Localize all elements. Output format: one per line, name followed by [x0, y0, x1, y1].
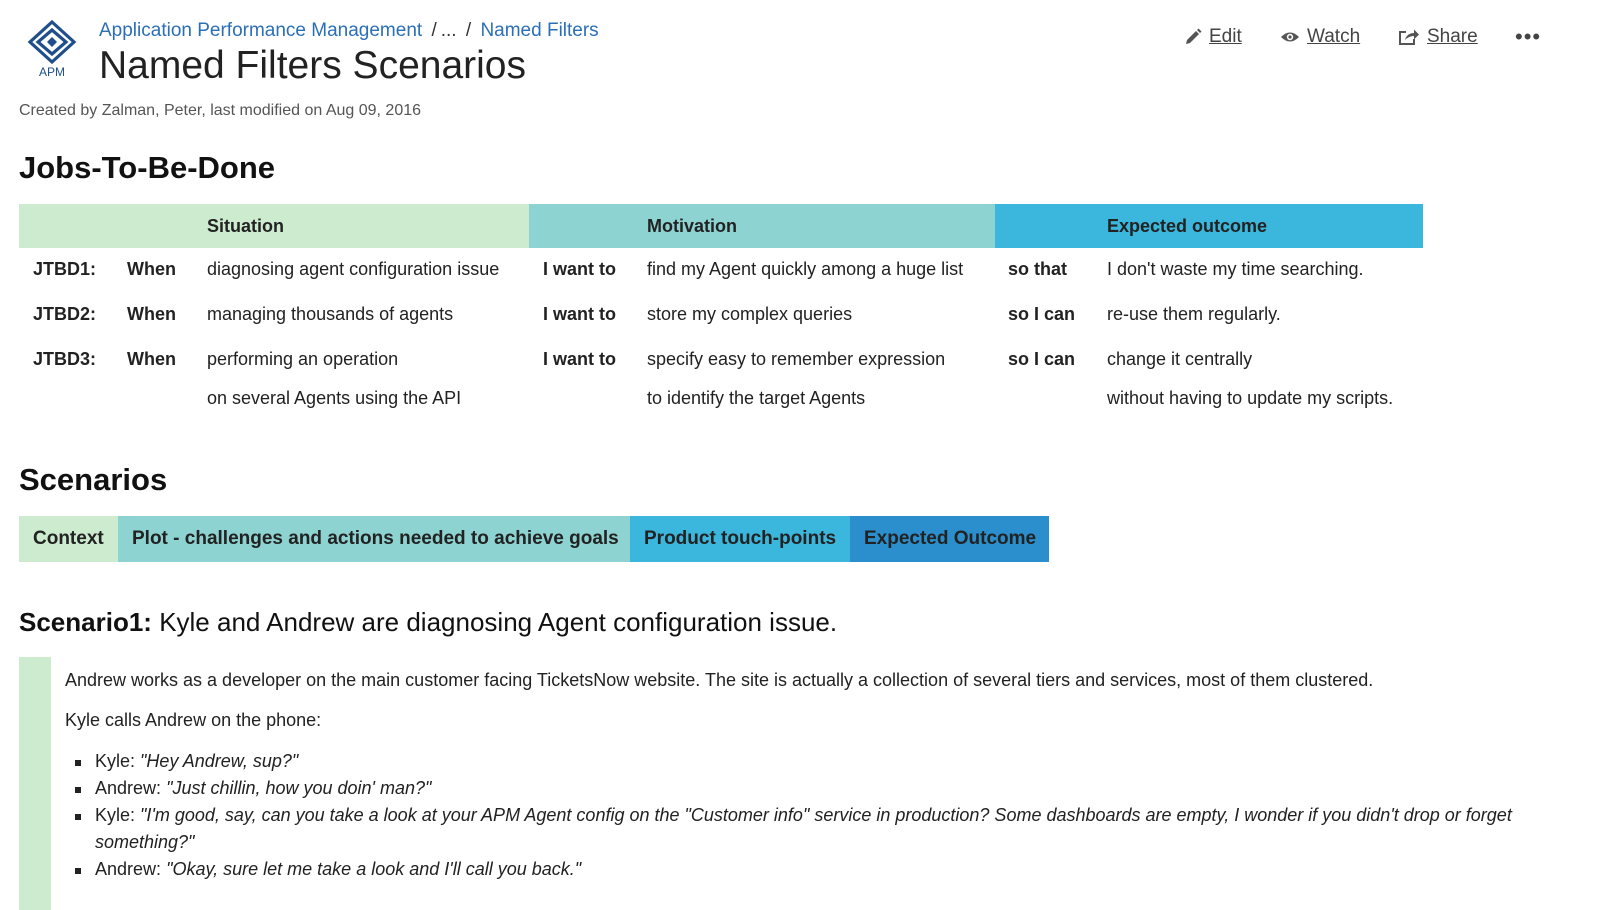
jtbd-when: When — [127, 259, 176, 279]
legend-plot: Plot - challenges and actions needed to achieve goals — [118, 516, 630, 562]
dialog-line: "Just chillin, how you doin' man?" — [166, 778, 432, 798]
jtbd-motivation: specify easy to remember expression — [647, 349, 946, 369]
jtbd-id: JTBD1: — [33, 259, 97, 279]
logo-text: APM — [38, 65, 65, 79]
edit-button[interactable] — [1184, 26, 1242, 48]
jtbd-want: I want to — [543, 349, 616, 369]
list-item — [65, 748, 1525, 775]
scenario1-para2: Kyle calls Andrew on the phone: — [65, 710, 322, 730]
jtbd-situation-cont: on several Agents using the API — [207, 388, 462, 408]
edit-label: Edit — [1209, 26, 1242, 47]
jtbd-motivation: find my Agent quickly among a huge list — [647, 259, 964, 279]
pencil-icon — [1184, 28, 1202, 46]
dialog-speaker: Kyle: — [95, 751, 136, 771]
breadcrumb-root[interactable]: Application Performance Management — [99, 20, 423, 41]
eye-icon — [1280, 30, 1300, 44]
list-item — [65, 856, 1525, 883]
page-title: Named Filters Scenarios — [99, 44, 526, 87]
dialog-speaker: Andrew: — [95, 859, 162, 879]
share-button[interactable] — [1398, 26, 1478, 48]
breadcrumb-separator: / — [465, 20, 472, 41]
scenarios-legend — [19, 516, 1049, 562]
jtbd-table-header — [19, 204, 1423, 248]
share-icon — [1398, 28, 1420, 46]
breadcrumb-separator: / — [431, 20, 437, 41]
dialog-speaker: Andrew: — [95, 778, 162, 798]
jtbd-id: JTBD3: — [33, 349, 97, 369]
jtbd-motivation: store my complex queries — [647, 304, 853, 324]
jtbd-header-motivation: Motivation — [529, 204, 995, 248]
jtbd-when: When — [127, 304, 176, 324]
jtbd-want: I want to — [543, 259, 616, 279]
page-meta: Created by Zalman, Peter, last modified on Aug 09, 2016 — [19, 102, 422, 119]
jtbd-link: so I can — [1008, 304, 1076, 324]
legend-expected-outcome: Expected Outcome — [850, 516, 1049, 562]
jtbd-when: When — [127, 349, 176, 369]
jtbd-outcome: change it centrally — [1107, 349, 1253, 369]
more-actions-button[interactable]: ••• — [1515, 24, 1542, 49]
jtbd-link: so I can — [1008, 349, 1076, 369]
jtbd-outcome: re-use them regularly. — [1107, 304, 1281, 324]
jtbd-header-outcome: Expected outcome — [995, 204, 1423, 248]
page-actions — [0, 26, 1600, 56]
jtbd-situation: performing an operation — [207, 349, 399, 369]
jtbd-outcome-cont: without having to update my scripts. — [1107, 388, 1394, 408]
dialog-list — [65, 748, 1525, 883]
jtbd-header-situation: Situation — [19, 204, 529, 248]
context-panel-bar — [19, 657, 51, 910]
scenarios-heading: Scenarios — [19, 462, 168, 497]
jtbd-id: JTBD2: — [33, 304, 97, 324]
scenario1-label: Scenario1: — [19, 607, 152, 637]
watch-label: Watch — [1307, 26, 1361, 47]
breadcrumb-current[interactable]: Named Filters — [480, 20, 599, 41]
dialog-line: "I'm good, say, can you take a look at your APM Agent config on the "Customer info" service in production? Some dashboards are empty, I wonder if you didn't drop or forget something?" — [95, 805, 1512, 852]
jtbd-motivation-cont: to identify the target Agents — [647, 388, 866, 408]
dialog-line: "Okay, sure let me take a look and I'll call you back." — [166, 859, 582, 879]
legend-context: Context — [19, 516, 118, 562]
list-item — [65, 802, 1525, 856]
scenario1-para1: Andrew works as a developer on the main customer facing TicketsNow website. The site is actually a collection of several tiers and services, most of them clustered. — [65, 670, 1374, 690]
watch-button[interactable] — [1280, 26, 1360, 48]
jtbd-outcome: I don't waste my time searching. — [1107, 259, 1364, 279]
jtbd-heading: Jobs-To-Be-Done — [19, 150, 276, 185]
share-label: Share — [1427, 26, 1478, 47]
breadcrumb-ellipsis[interactable]: ... — [440, 20, 457, 41]
legend-touch-points: Product touch-points — [630, 516, 850, 562]
jtbd-situation: managing thousands of agents — [207, 304, 454, 324]
jtbd-situation: diagnosing agent configuration issue — [207, 259, 500, 279]
jtbd-link: so that — [1008, 259, 1068, 279]
scenario1-heading — [19, 607, 837, 638]
list-item — [65, 775, 1525, 802]
dialog-line: "Hey Andrew, sup?" — [140, 751, 299, 771]
jtbd-want: I want to — [543, 304, 616, 324]
scenario1-title: Kyle and Andrew are diagnosing Agent configuration issue. — [159, 607, 838, 637]
dialog-speaker: Kyle: — [95, 805, 136, 825]
